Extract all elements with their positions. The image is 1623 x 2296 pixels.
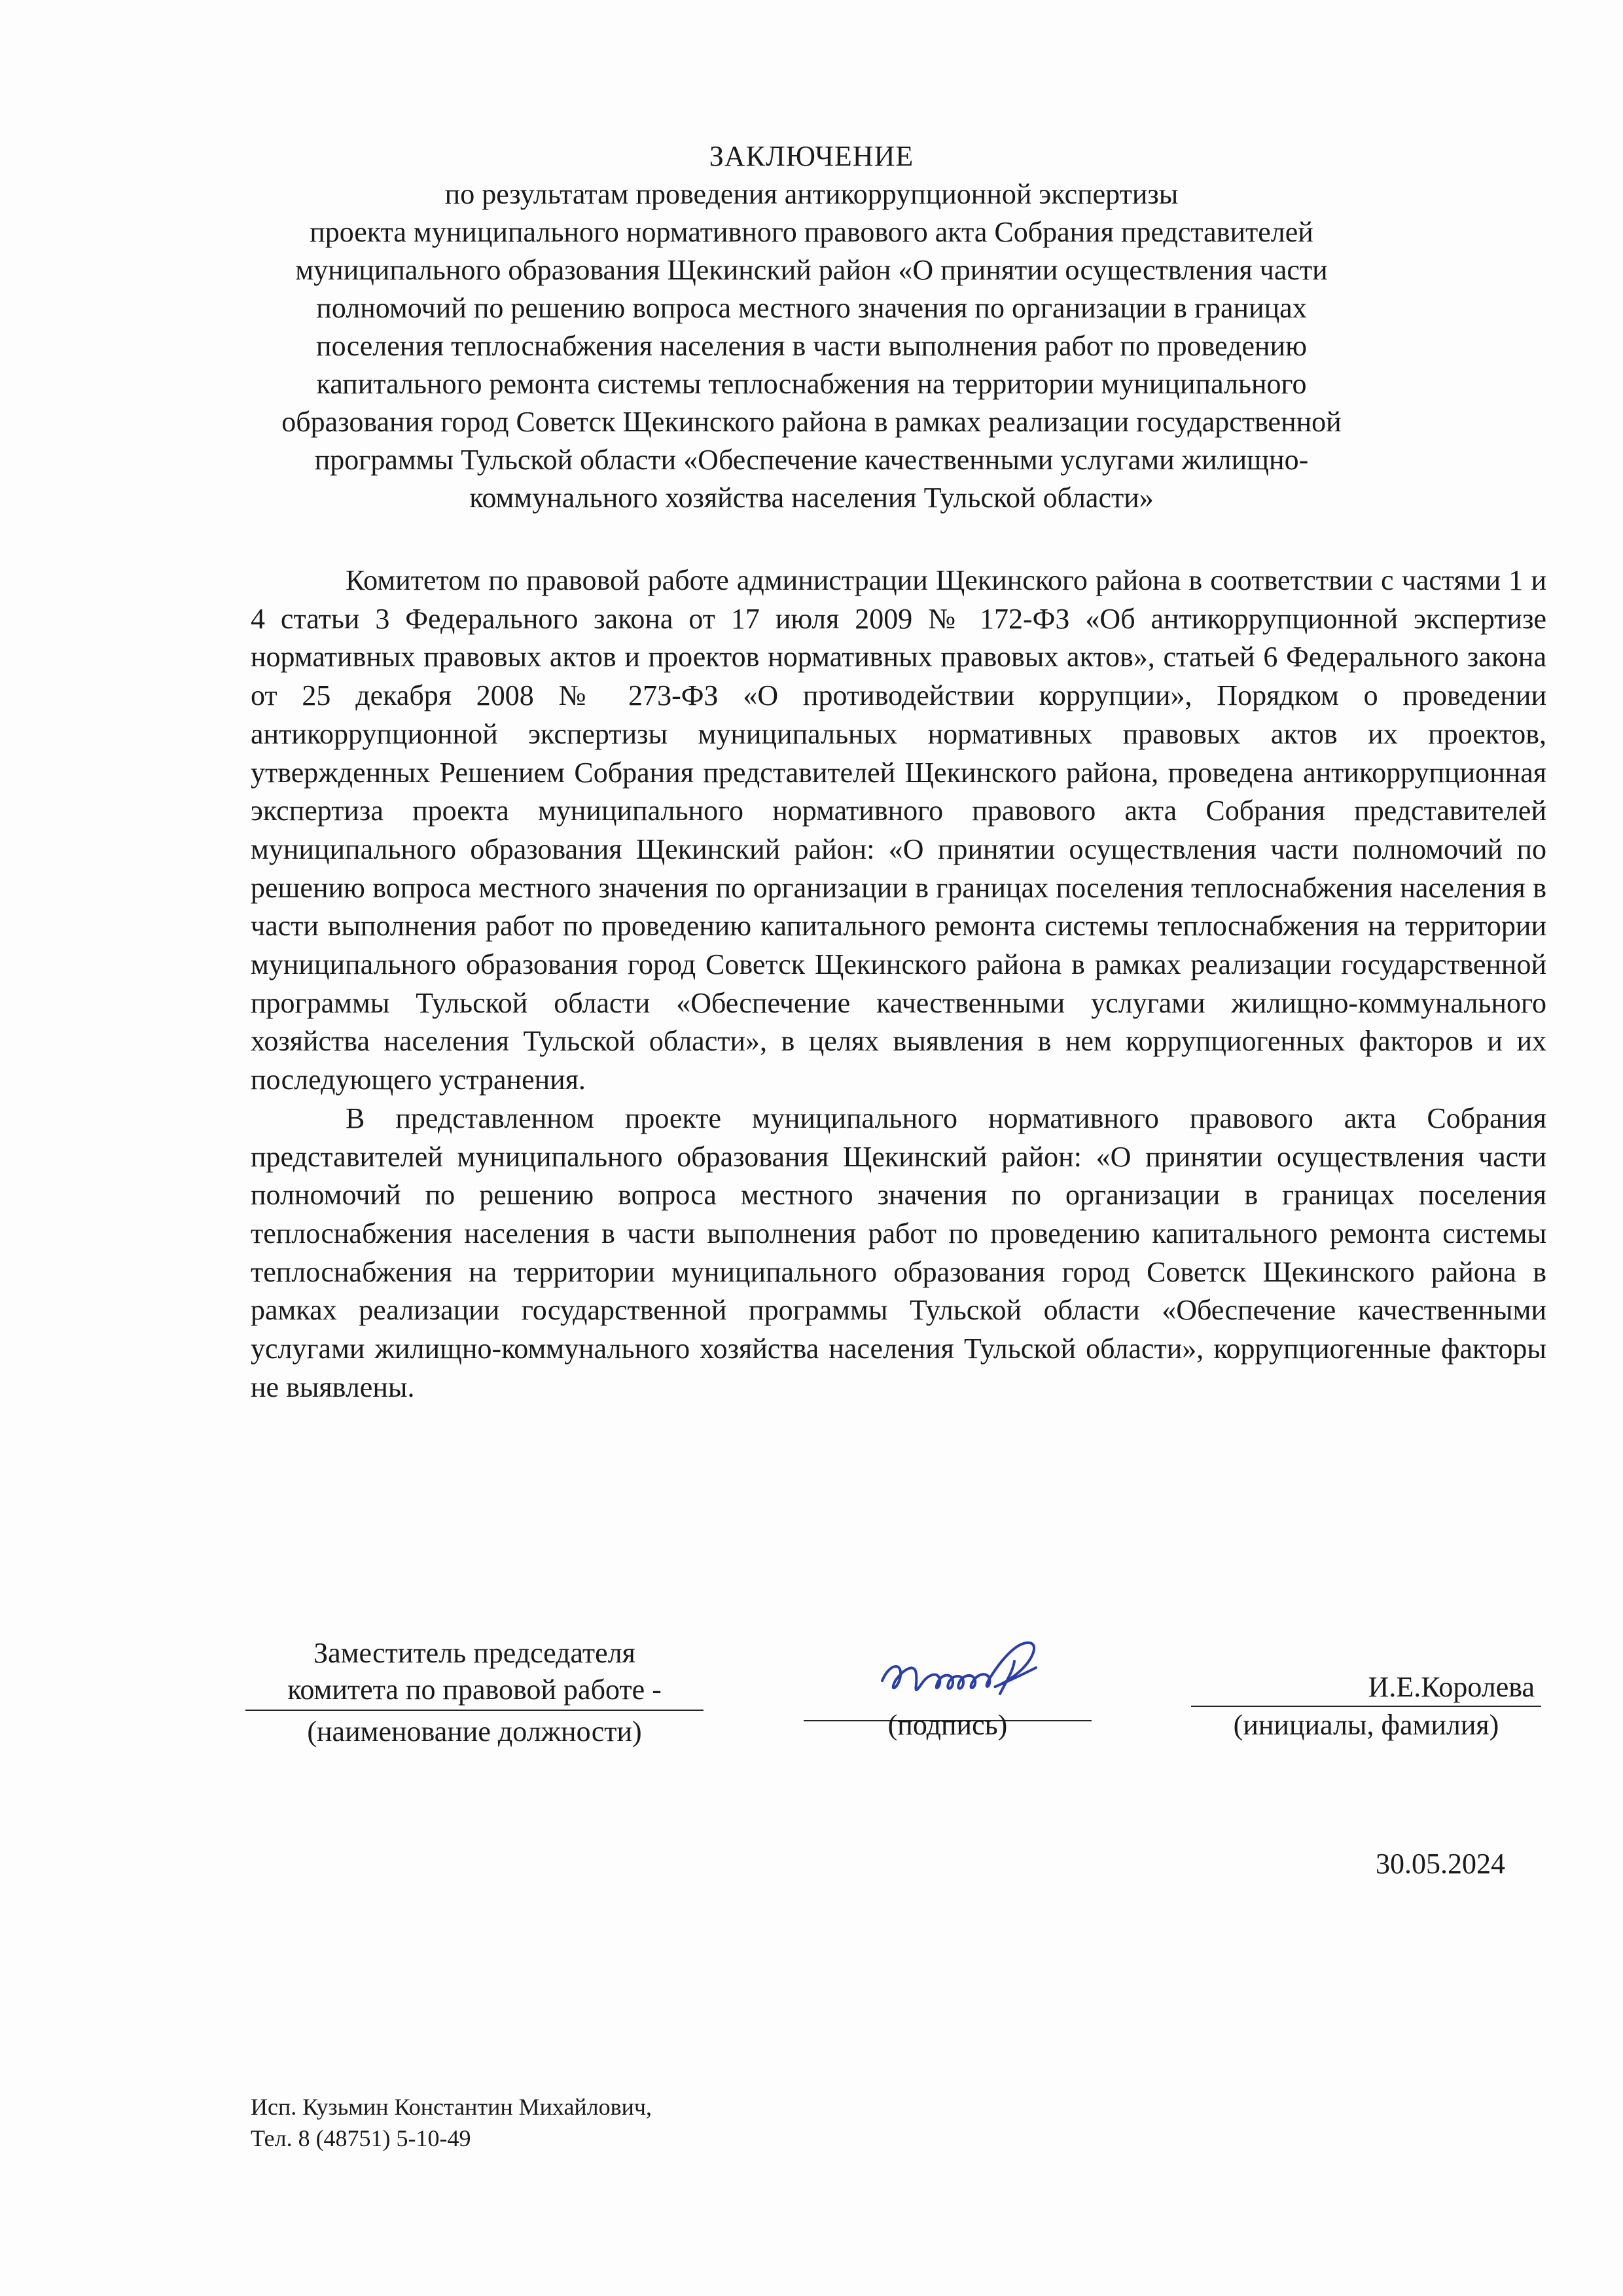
- document-body: [251, 562, 1546, 1407]
- executor-info: [251, 2091, 1036, 2154]
- position-caption: (наименование должности): [307, 1715, 642, 1748]
- signatory-position: [245, 1635, 704, 1750]
- heading-line: образования город Советск Щекинского района в рамках реализации государственной: [281, 406, 1342, 438]
- heading-line: муниципального образования Щекинский район «О принятии осуществления части: [295, 254, 1328, 286]
- signatory-name: И.Е.Королева: [1191, 1669, 1541, 1707]
- heading-line: полномочий по решению вопроса местного значения по организации в границах: [316, 292, 1307, 324]
- signature-caption: (подпись): [887, 1709, 1008, 1741]
- heading-line: капитального ремонта системы теплоснабжения на территории муниципального: [316, 368, 1307, 400]
- document-date: 30.05.2024: [1376, 1848, 1505, 1880]
- heading-line: коммунального хозяйства населения Тульской области»: [469, 482, 1154, 514]
- name-caption: (инициалы, фамилия): [1233, 1709, 1499, 1741]
- executor-name: Исп. Кузьмин Константин Михайлович,: [251, 2094, 652, 2120]
- heading-line: по результатам проведения антикоррупционной экспертизы: [444, 178, 1179, 210]
- document-heading: [196, 137, 1427, 517]
- heading-line: проекта муниципального нормативного правового акта Собрания представителей: [310, 216, 1313, 248]
- executor-phone: Тел. 8 (48751) 5-10-49: [251, 2125, 471, 2151]
- body-paragraph-2: В представленном проекте муниципального нормативного правового акта Собрания представителей муниципального образования Щекинский район: «О принятии осуществления части полномочий по решению вопроса местного значения по организации в границах поселения теплоснабжения населения в части выполнения работ по проведению капитального ремонта системы теплоснабжения на территории муниципального образования город Советск Щекинского района в рамках реализации государственной программы Тульской области «Обеспечение качественными услугами жилищно-коммунального хозяйства населения Тульской области», коррупциогенные факторы не выявлены.: [251, 1102, 1546, 1403]
- heading-line: поселения теплоснабжения населения в части выполнения работ по проведению: [316, 330, 1307, 362]
- body-paragraph-1: Комитетом по правовой работе администрации Щекинского района в соответствии с частями 1 и 4 статьи 3 Федерального закона от 17 июля 2009 № 172-ФЗ «Об антикоррупционной экспертизе нормативных правовых актов и проектов нормативных правовых актов», статьей 6 Федерального закона от 25 декабря 2008 № 273-ФЗ «О противодействии коррупции», Порядком о проведении антикоррупционной экспертизы муниципальных нормативных правовых актов их проектов, утвержденных Решением Собрания представителей Щекинского района, проведена антикоррупционная экспертиза проекта муниципального нормативного правового акта Собрания представителей муниципального образования Щекинский район: «О принятии осуществления части полномочий по решению вопроса местного значения по организации в границах поселения теплоснабжения населения в части выполнения работ по проведению капитального ремонта системы теплоснабжения на территории муниципального образования город Советск Щекинского района в рамках реализации государственной программы Тульской области «Обеспечение качественными услугами жилищно-коммунального хозяйства населения Тульской области», в целях выявления в нем коррупциогенных факторов и их последующего устранения.: [251, 564, 1546, 1096]
- document-title: ЗАКЛЮЧЕНИЕ: [709, 140, 914, 172]
- position-line-1: Заместитель председателя: [313, 1637, 635, 1669]
- position-line-2: комитета по правовой работе -: [245, 1672, 704, 1711]
- heading-line: программы Тульской области «Обеспечение качественными услугами жилищно-: [314, 444, 1309, 476]
